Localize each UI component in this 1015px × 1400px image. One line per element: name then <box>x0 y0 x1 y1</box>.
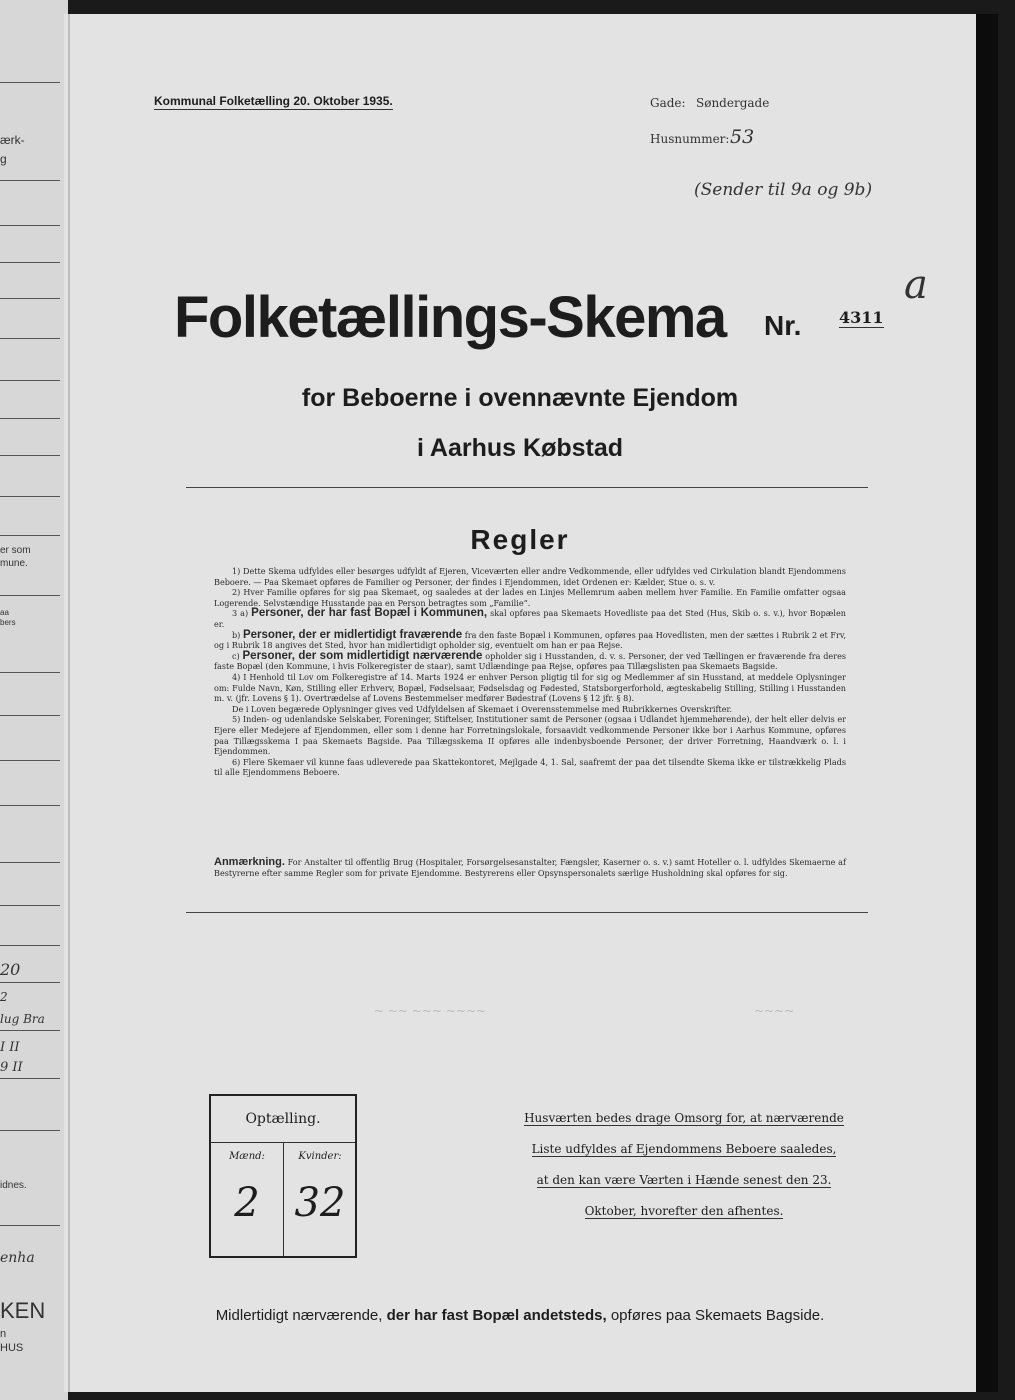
ruled-line <box>0 380 60 381</box>
ruled-line <box>0 82 60 83</box>
form-subtitle: for Beboerne i ovennævnte Ejendom <box>301 384 739 412</box>
page-fragment: HUS <box>0 1342 24 1354</box>
handwritten-annotation: a <box>904 262 928 308</box>
rule-6: 6) Flere Skemaer vil kunne faas udleverede paa Skattekontoret, Mejlgade 4, 1. Sal, saafremt der paa det tilsendte Skema ikke er tilstrækkelig Plads til alle Ejendommens Beboere. <box>214 756 846 778</box>
ruled-line <box>0 338 60 339</box>
rules-heading: Regler <box>470 524 570 555</box>
ruled-line <box>0 945 60 946</box>
rule-1: 1) Dette Skema udfyldes eller besørges udfyldt af Ejeren, Viceværten eller andre Vedkommende, eller udfyldes ved Cirkulation blandt Ejendommens Beboere. — Paa Skemaet opføres de Familier og Personer, der findes i Ejendommen, idet Ordenen er: Kælder, Stue o. s. v. <box>214 566 846 587</box>
form-location: i Aarhus Købstad <box>416 434 624 462</box>
instruction-line: Husværten bedes drage Omsorg for, at nærværende <box>524 1111 844 1125</box>
instruction-line: at den kan være Værten i Hænde senest den 23. <box>536 1173 832 1187</box>
ruled-line <box>0 180 60 181</box>
ruled-line <box>0 760 60 761</box>
page-fold <box>68 14 70 1392</box>
women-label: Kvinder: <box>298 1151 342 1162</box>
ruled-line <box>0 1225 60 1226</box>
page-fragment: n <box>0 1328 7 1340</box>
ruled-line <box>0 595 60 596</box>
instruction-line: Liste udfyldes af Ejendommens Beboere saaledes, <box>531 1142 837 1156</box>
form-number-label: Nr. <box>764 310 802 341</box>
rule-4-note: De i Loven begærede Oplysninger gives ved Udfyldelsen af Skemaet i Overensstemmelse med Rubrikkernes Overskrifter. <box>232 703 733 714</box>
men-count: 2 <box>234 1180 260 1226</box>
ruled-line <box>0 418 60 419</box>
ruled-line <box>0 535 60 536</box>
divider <box>186 912 868 913</box>
rule-3a: 3 a) Personer, der har fast Bopæl i Kommunen, skal opføres paa Skemaets Hovedliste paa det Sted (Hus, Skib o. s. v.), hvor Bopælen er. <box>214 607 846 629</box>
remark-text: For Anstalter til offentlig Brug (Hospitaler, Forsørgelsesanstalter, Fængsler, Kaserner o. s. v.) samt Hoteller o. l. udfyldes Skemaerne af Bestyrerne efter samme Regler som for private Ejendomme. Bestyrerens eller Opsynspersonalets særlige Husholdning skal opføres for sig. <box>214 857 846 878</box>
house-number-label: Husnummer: <box>650 132 730 146</box>
bleed-through-text: ~ ~~ ~~~ ~~~~ <box>374 1004 486 1018</box>
ruled-line <box>0 862 60 863</box>
ruled-line <box>0 1130 60 1131</box>
divider <box>186 487 868 488</box>
men-column <box>211 1143 283 1256</box>
handwriting-fragment: 9 II <box>0 1060 23 1075</box>
page-fragment: idnes. <box>0 1180 27 1191</box>
ruled-line <box>0 1030 60 1031</box>
women-count: 32 <box>294 1180 346 1226</box>
page-fragment: mune. <box>0 558 28 569</box>
page-fragment: aa <box>0 608 9 617</box>
page-fragment: er som <box>0 545 31 556</box>
ruled-line <box>0 905 60 906</box>
instruction-line: Oktober, hvorefter den afhentes. <box>584 1204 784 1218</box>
ruled-line <box>0 262 60 263</box>
ruled-line <box>0 715 60 716</box>
rule-4: 4) I Henhold til Lov om Folkeregistre af 14. Marts 1924 er enhver Person pligtig til for sig og Medlemmer af sin Husstand, at meddele Oplysninger om: Fulde Navn, Køn, Stilling eller Erhverv, Bopæl, Fødselsaar, Fødselsdag og Fødested, Statsborgerforhold, ægteskabelig Stilling, Stilling i Husstanden m. v. (jfr. Lovens § 1). Overtrædelse af Lovens Bestemmelser medfører Bødestraf (Lovens § 12 jfr. § 8). <box>214 671 846 704</box>
handwriting-fragment: 2 <box>0 990 8 1004</box>
women-column <box>283 1143 356 1256</box>
rule-2: 2) Hver Familie opføres for sig paa Skemaet, og saaledes at der lades en Linjes Mellemrum aaben mellem hver Familie. En Familie omfatter ogsaa Logerende. Selvstændige Husstande paa en Person betragtes som „Familie“. <box>214 587 846 608</box>
house-number-value: 53 <box>730 126 755 148</box>
handwriting-fragment: I II <box>0 1040 20 1055</box>
census-form-page <box>64 14 976 1392</box>
remark-paragraph <box>214 857 846 879</box>
ruled-line <box>0 225 60 226</box>
bleed-through-text: ~~~~ <box>754 1004 795 1018</box>
ruled-line <box>0 672 60 673</box>
page-fragment: ærk- <box>0 133 25 147</box>
ruled-line <box>0 1078 60 1079</box>
ruled-line <box>0 805 60 806</box>
page-fragment: bers <box>0 618 16 627</box>
form-number-value: 4311 <box>839 308 884 327</box>
previous-page-edge <box>0 0 68 1400</box>
footer-note: Midlertidigt nærværende, der har fast Bopæl andetsteds, opføres paa Skemaets Bagside. <box>215 1307 825 1324</box>
count-caption: Optælling. <box>211 1096 355 1143</box>
ruled-line <box>0 982 60 983</box>
remark-label: Anmærkning. <box>214 856 285 868</box>
ruled-line <box>0 496 60 497</box>
handwriting-fragment: lug Bra <box>0 1012 45 1026</box>
rule-3c: c) Personer, der som midlertidigt nærværende opholder sig i Husstanden, d. v. s. Personer, der ved Tællingen er fraværende fra deres faste Bopæl (den Kommune, i hvis Folkeregister de staar), samt Udlændinge paa Rejse, opføres paa Tillægslisten paa Skemaets Bagside. <box>214 649 847 672</box>
census-heading: Kommunal Folketælling 20. Oktober 1935. <box>154 94 393 108</box>
rule-3b: b) Personer, der er midlertidigt fraværende fra den faste Bopæl i Kommunen, opføres paa Hovedlisten, men der sættes i Rubrik 2 et Frv, og i Rubrik 18 angives det Sted, hvor han midlertidigt opholder sig, eventuelt om han er paa Rejse. <box>214 628 847 651</box>
landlord-instruction <box>514 1111 854 1235</box>
rules-text <box>214 566 846 778</box>
men-label: Mænd: <box>229 1151 265 1162</box>
form-title: Folketællings-Skema <box>174 285 726 350</box>
ruled-line <box>0 455 60 456</box>
rule-5: 5) Inden- og udenlandske Selskaber, Foreninger, Stiftelser, Institutioner samt de Personer (ogsaa i Udlandet hjemmehørende), der helt eller delvis er Ejere eller Medejere af Ejendommen, eller som i denne har Forretningslokale, forsaavidt vedkommende Personer ikke bor i Aarhus Kommune, opføres paa Tillægsskema I paa Skemaets Bagside. Paa Tillægsskema II opføres alle indenbysboende Personer, der driver Forretning, Haandværk o. l. i Ejendommen. <box>214 714 846 757</box>
book-spine-edge <box>976 14 998 1392</box>
handwriting-fragment: 20 <box>0 960 21 979</box>
handwriting-fragment: enha <box>0 1250 35 1266</box>
handwritten-note: (Sender til 9a og 9b) <box>694 180 873 200</box>
street-value: Søndergade <box>696 96 770 110</box>
street-label: Gade: <box>650 96 686 110</box>
count-box <box>209 1094 357 1258</box>
page-fragment: g <box>0 152 7 166</box>
ruled-line <box>0 298 60 299</box>
page-fragment: KEN <box>0 1298 46 1323</box>
